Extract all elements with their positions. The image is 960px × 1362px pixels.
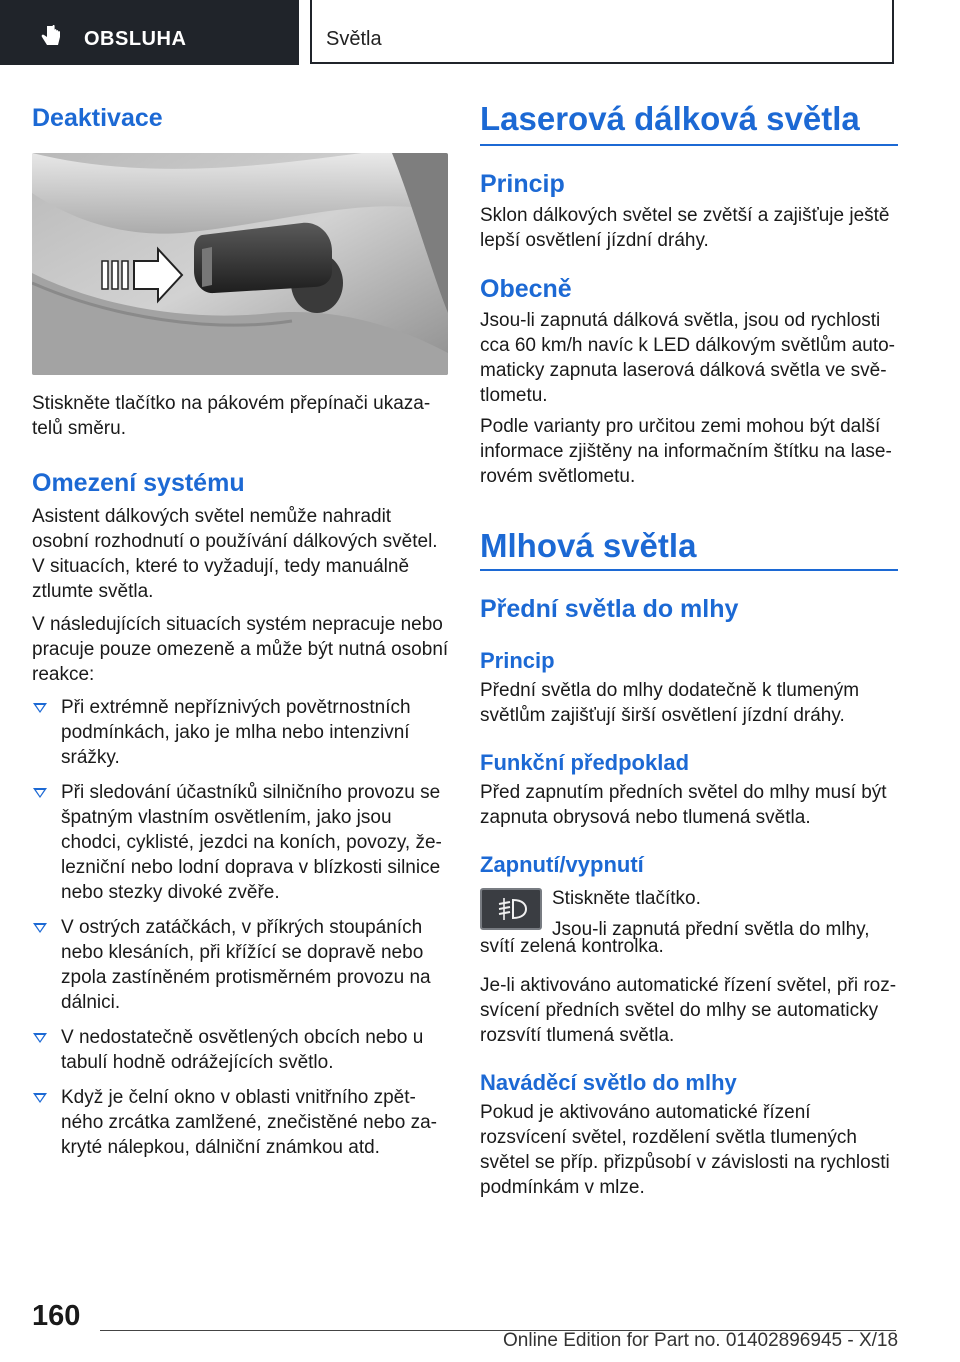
turn-signal-lever-photo	[32, 153, 448, 375]
fog-onoff-paragraph-2: Jsou-li zapnutá přední světla do mlhy,	[552, 919, 870, 940]
fog-guide-heading: Naváděcí světlo do mlhy	[480, 1070, 737, 1095]
list-item: Při extrémně nepříznivých povětrnostních podmínkách, jako je mlha nebo intenzivní srážky.	[32, 695, 450, 770]
fog-button-text	[552, 886, 898, 942]
chapter-tab[interactable]	[310, 0, 894, 64]
fog-onoff-paragraph-1: Stiskněte tlačítko.	[552, 888, 701, 909]
hand-pointer-icon	[38, 24, 64, 50]
list-item: V nedostatečně osvětlených obcích nebo u tabulí hodně odrážejících světlo.	[32, 1025, 450, 1075]
front-fog-light-icon	[482, 890, 540, 928]
list-item: Když je čelní okno v oblasti vnitřního zpět-ného zrcátka zamlžené, znečistěné nebo za-kryté nálepkou, dálniční známkou atd.	[32, 1085, 450, 1160]
fog-principle-heading: Princip	[480, 648, 555, 673]
fog-precondition-text: Před zapnutím předních světel do mlhy musí být zapnuta obrysová nebo tlumená světla.	[480, 782, 887, 828]
fog-principle-text: Přední světla do mlhy dodatečně k tlumeným světlům zajišťují širší osvětlení jízdní dráhy.	[480, 680, 860, 726]
system-limits-paragraph-2: V následujících situacích systém nepracuje nebo pracuje pouze omezeně a může být nutná osobní reakce:	[32, 614, 449, 685]
laser-heading-block	[480, 100, 898, 146]
chapter-tab-label: Světla	[326, 28, 382, 50]
section-tab-label: OBSLUHA	[84, 28, 187, 50]
fog-precondition-heading: Funkční předpoklad	[480, 750, 690, 775]
bullet-triangle-icon	[33, 1033, 47, 1043]
front-fog-heading: Přední světla do mlhy	[480, 595, 739, 623]
fog-button-row	[480, 886, 898, 940]
fog-light-button[interactable]	[480, 888, 542, 930]
laser-general-heading: Obecně	[480, 275, 572, 303]
list-item: V ostrých zatáčkách, v příkrých stoupáních nebo klesáních, při křížící se dopravě nebo zpola zastíněném protisměrném provozu na dálnici.	[32, 915, 450, 1015]
system-limits-paragraph-1: Asistent dálkových světel nemůže nahradit osobní rozhodnutí o používání dálkových světel. V situacích, které to vyžadují, tedy manuálně ztlumte světla.	[32, 506, 438, 602]
left-column	[32, 100, 450, 1170]
lever-illustration	[32, 153, 448, 375]
edition-text: Online Edition for Part no. 01402896945 - X/18	[503, 1330, 899, 1351]
fog-onoff-paragraph-3: Je-li aktivováno automatické řízení světel, při roz-svícení předních světel do mlhy se automaticky rozsvítí tlumená světla.	[480, 975, 897, 1046]
bullet-triangle-icon	[33, 788, 47, 798]
fog-onoff-heading: Zapnutí/vypnutí	[480, 852, 644, 877]
bullet-triangle-icon	[33, 923, 47, 933]
fog-heading-block	[480, 527, 898, 571]
deactivation-caption: Stiskněte tlačítko na pákovém přepínači ukaza-telů směru.	[32, 393, 431, 439]
page-footer	[0, 1296, 960, 1362]
bullet-triangle-icon	[33, 1093, 47, 1103]
section-tab[interactable]	[0, 0, 299, 65]
bullet-triangle-icon	[33, 703, 47, 713]
laser-heading: Laserová dálková světla	[480, 100, 860, 137]
laser-general-paragraph-1: Jsou-li zapnutá dálková světla, jsou od rychlosti cca 60 km/h navíc k LED dálkovým světlům auto-maticky zapnuta laserová dálková světla ve svě-tlometu.	[480, 310, 895, 406]
page-number: 160	[32, 1300, 81, 1332]
laser-general-paragraph-2: Podle varianty pro určitou zemi mohou být další informace zjištěny na informačním štítku na lase-rovém světlometu.	[480, 416, 892, 487]
right-column	[480, 100, 898, 1200]
fog-heading: Mlhová světla	[480, 527, 697, 564]
limitations-list	[32, 695, 450, 1160]
deactivation-heading: Deaktivace	[32, 104, 163, 132]
fog-guide-text: Pokud je aktivováno automatické řízení rozsvícení světel, rozdělení světla tlumených světel se příp. přizpůsobí v závislosti na rychlosti podmínkám v mlze.	[480, 1102, 890, 1198]
list-item: Při sledování účastníků silničního provozu se špatným vlastním osvětlením, jako jsou chodci, cyklisté, jezdci na koních, povozy, že-lezniční nebo lodní doprava v blízkosti silnice nebo stezky divoké zvěře.	[32, 780, 450, 905]
laser-principle-heading: Princip	[480, 170, 565, 198]
fog-onoff-paragraph-2b: svítí zelená kontrolka.	[480, 936, 664, 957]
page-header	[0, 0, 960, 66]
laser-principle-text: Sklon dálkových světel se zvětší a zajišťuje ještě lepší osvětlení jízdní dráhy.	[480, 205, 890, 251]
system-limits-heading: Omezení systému	[32, 469, 245, 497]
